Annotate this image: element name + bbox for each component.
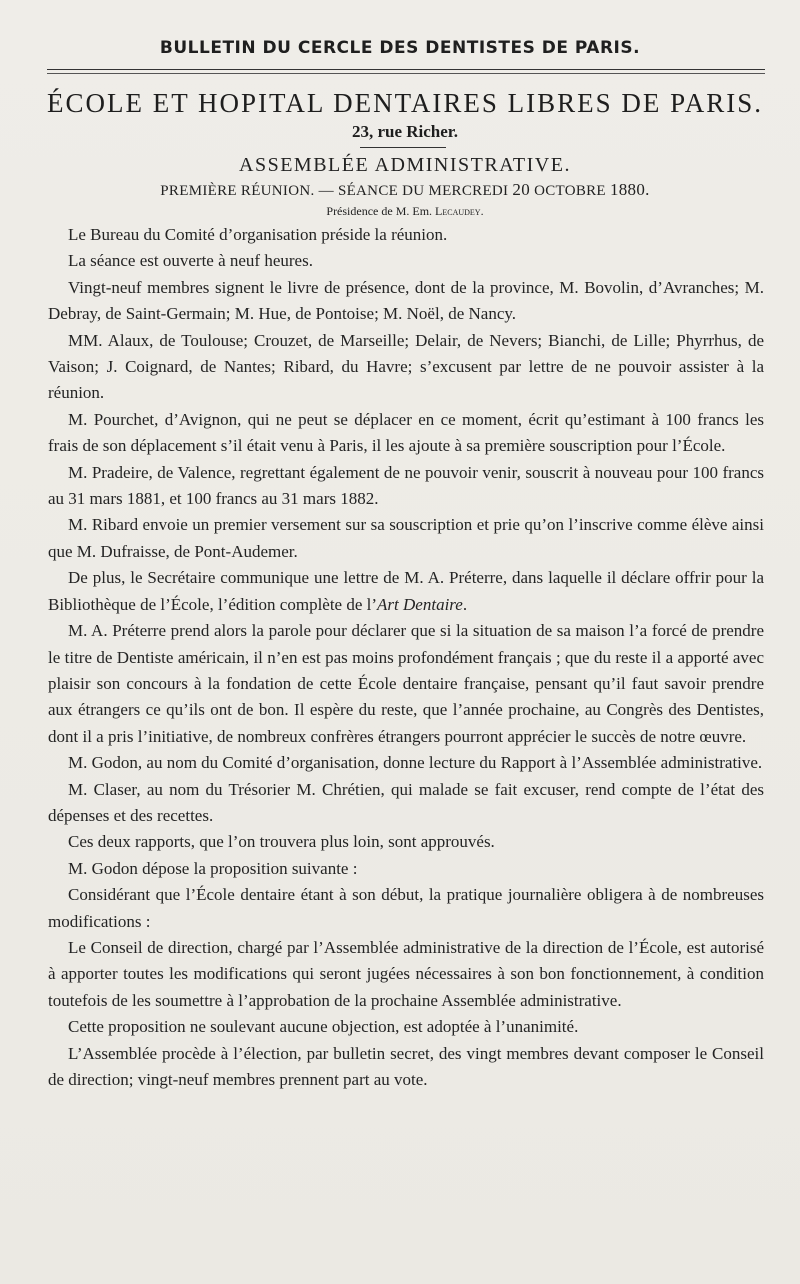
paragraph: Vingt-neuf membres signent le livre de présence, dont de la province, M. Bovolin, d’Avranches; M. Debray, de Saint-Germain; M. Hue, de Pontoise; M. Noël, de Nancy. — [48, 277, 764, 324]
section-rule — [360, 147, 446, 148]
running-head: BULLETIN DU CERCLE DES DENTISTES DE PARIS. — [159, 38, 641, 58]
paragraph: MM. Alaux, de Toulouse; Crouzet, de Marseille; Delair, de Nevers; Bianchi, de Lille; Phyrrhus, de Vaison; J. Coignard, de Nantes; Ribard, du Havre; s’excusent par lettre de ne pouvoir assister à la réunion. — [48, 330, 764, 403]
paragraph: La séance est ouverte à neuf heures. — [68, 251, 313, 271]
meeting-part2: OCTOBRE — [530, 183, 610, 199]
address-line: 23, rue Richer. — [351, 122, 459, 141]
meeting-part1: PREMIÈRE RÉUNION. — SÉANCE DU MERCREDI — [160, 183, 513, 199]
paragraph-end: . — [462, 594, 468, 614]
presidence-line — [0, 204, 800, 219]
meeting-year: 1880. — [609, 180, 650, 199]
president-name: Lecaudey. — [435, 204, 484, 218]
meeting-line — [0, 180, 800, 200]
paragraph: M. A. Préterre prend alors la parole pour déclarer que si la situation de sa maison l’a forcé de prendre le titre de Dentiste américain, il n’en est pas moins profondément français ; que du reste il a apporté avec plaisir son concours à la fondation de cette École dentaire française, pensant qu’il faut savoir prendre aux étrangers ce qu’ils ont de bon. Il espère du reste, que l’année prochaine, au Congrès des Dentistes, dont il a pris l’initiative, de nombreux confrères étrangers pourront apprécier le succès de notre œuvre. — [48, 621, 764, 746]
section-heading: ASSEMBLÉE ADMINISTRATIVE. — [239, 154, 571, 176]
paragraph: Le Bureau du Comité d’organisation préside la réunion. — [68, 225, 448, 244]
paragraph: Cette proposition ne soulevant aucune objection, est adoptée à l’unanimité. — [68, 1017, 579, 1037]
meeting-date: 20 — [512, 180, 531, 199]
paragraph: M. Claser, au nom du Trésorier M. Chrétien, qui malade se fait excuser, rend compte de l’état des dépenses et des recettes. — [48, 779, 764, 825]
journal-title: Art Dentaire — [377, 594, 463, 614]
header-rule — [47, 69, 765, 70]
article-title: ÉCOLE ET HOPITAL DENTAIRES LIBRES DE PARIS. — [47, 88, 763, 118]
paragraph: Ces deux rapports, que l’on trouvera plus loin, sont approuvés. — [68, 832, 495, 852]
paragraph: M. Ribard envoie un premier versement sur sa souscription et prie qu’on l’inscrive comme élève ainsi que M. Dufraisse, de Pont-Audemer. — [48, 515, 764, 561]
header-rule-thin — [47, 73, 765, 74]
presidence-prefix: Présidence de M. Em. — [326, 204, 436, 218]
paragraph: Considérant que l’École dentaire étant à son début, la pratique journalière obligera à de nombreuses modifications : — [48, 885, 764, 931]
body-text — [48, 222, 764, 1093]
paragraph: Le Conseil de direction, chargé par l’Assemblée administrative de la direction de l’École, est autorisé à apporter toutes les modifications qui seront jugées nécessaires à son bon fonctionnement, à condition toutefois de les soumettre à l’approbation de la prochaine Assemblée administrative. — [48, 937, 764, 1010]
paragraph: L’Assemblée procède à l’élection, par bulletin secret, des vingt membres devant composer le Conseil de direction; vingt-neuf membres prennent part au vote. — [48, 1043, 764, 1089]
paragraph — [48, 565, 764, 618]
paragraph: M. Pradeire, de Valence, regrettant également de ne pouvoir venir, souscrit à nouveau pour 100 francs au 31 mars 1881, et 100 francs au 31 mars 1882. — [48, 462, 764, 509]
paragraph: M. Godon, au nom du Comité d’organisation, donne lecture du Rapport à l’Assemblée administrative. — [68, 753, 763, 773]
paragraph-text: De plus, le Secrétaire communique une lettre de M. A. Préterre, dans laquelle il déclare offrir pour la Bibliothèque de l’École, l’édition complète de l’ — [48, 568, 764, 614]
paragraph: M. Pourchet, d’Avignon, qui ne peut se déplacer en ce moment, écrit qu’estimant à 100 francs les frais de son déplacement s’il était venu à Paris, il les ajoute à sa première souscription pour l’École. — [48, 409, 764, 456]
paragraph: M. Godon dépose la proposition suivante : — [68, 858, 358, 878]
